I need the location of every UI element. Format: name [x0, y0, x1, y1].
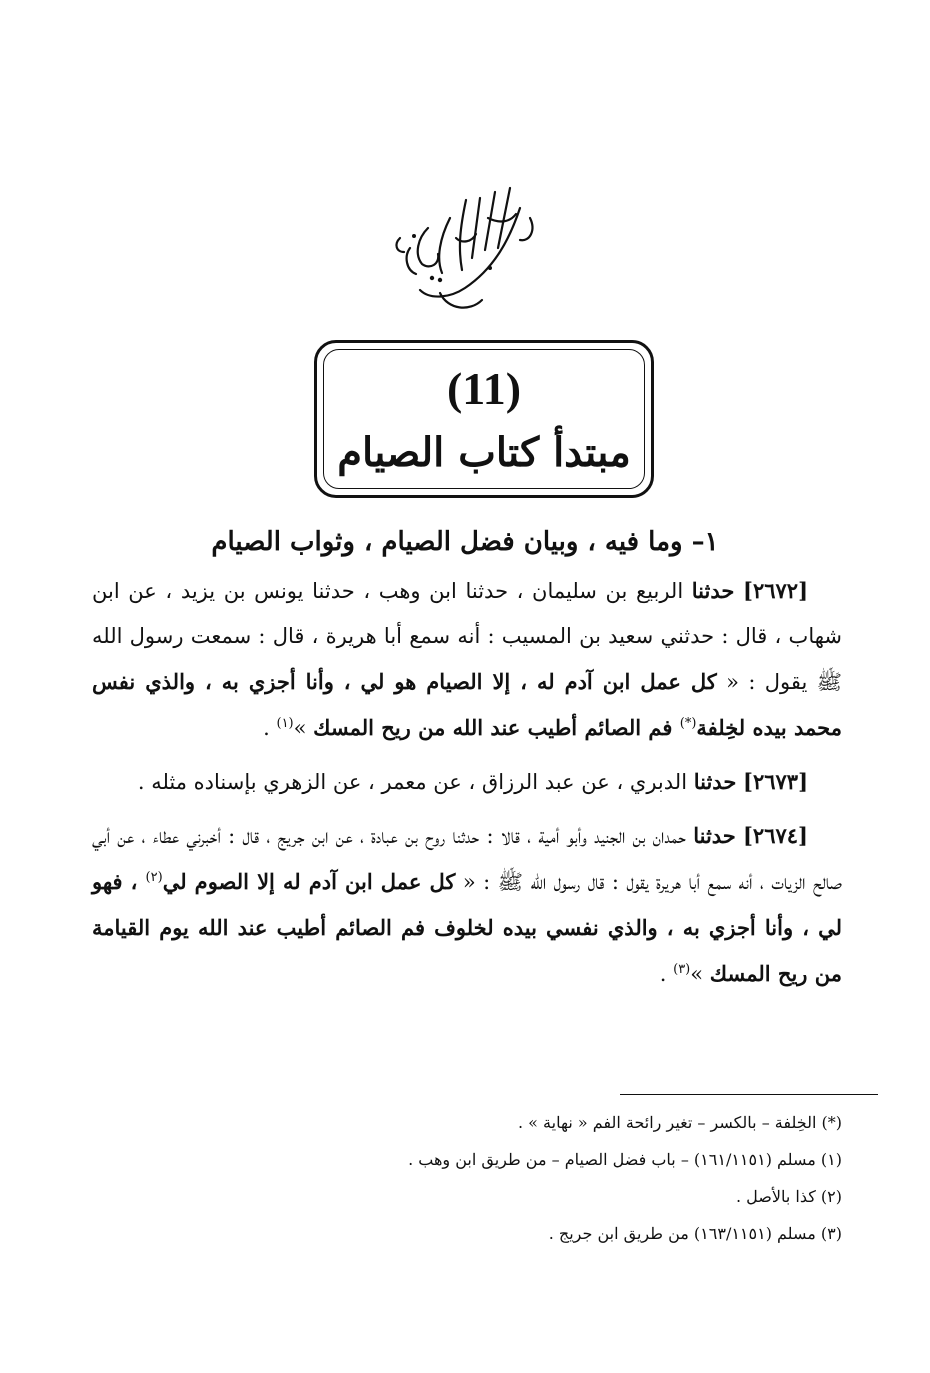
sentence-end: .: [263, 716, 277, 740]
hadith-number: [٢٦٧٣]: [743, 769, 808, 794]
footnote: (*) الخِلفة – بالكسر – تغير رائحة الفم « نهاية » .: [517, 1113, 842, 1132]
hadith-text: حمدان بن الجنيد وأبو أمية ، قالا : حدثنا روح بن عبادة ، عن ابن جريج ، قال : أخبرني عطاء ، عن أبي صالح الزيات ، أنه سمع أبا هريرة يقول : قال رسول الله ﷺ : «: [92, 824, 843, 894]
footnotes: [92, 1104, 842, 1252]
chapter-title-frame: [314, 340, 654, 498]
hadith-number: [٢٦٧٢]: [743, 578, 808, 603]
footnote-divider: [620, 1094, 878, 1095]
quote-close: »: [293, 716, 314, 740]
hadith-paragraph: [92, 568, 842, 751]
section-heading: ١– وما فيه ، وبيان فضل الصيام ، وثواب الصيام: [211, 527, 719, 557]
hadith-text: الدبري ، عن عبد الرزاق ، عن معمر ، عن الزهري بإسناده مثله .: [137, 770, 694, 794]
chapter-title: مبتدأ كتاب الصيام: [337, 429, 631, 476]
footnote-marker: (*): [679, 716, 697, 731]
hadith-keyword: حدثنا: [693, 823, 736, 848]
footnote-marker: (٣): [673, 962, 691, 977]
hadith-quote: كل عمل ابن آدم له إلا الصوم لي: [162, 869, 456, 894]
main-text: [92, 568, 842, 1005]
hadith-quote: كل عمل ابن آدم له ، إلا الصيام هو لي ، وأنا أجزي به ، والذي نفس محمد بيده لخِلفة: [92, 669, 842, 740]
basmala-calligraphy: [370, 178, 550, 318]
footnote: (٣) مسلم (١٦٣/١١٥١) من طريق ابن جريج .: [548, 1224, 842, 1243]
hadith-quote-continued: فم الصائم أطيب عند الله من ريح المسك: [313, 715, 680, 740]
hadith-text: الربيع بن سليمان ، حدثنا ابن وهب ، حدثنا يونس بن يزيد ، عن ابن شهاب ، قال : حدثني سعيد بن المسيب : أنه سمع أبا هريرة ، قال : سمعت رسول الله ﷺ يقول : «: [92, 579, 842, 694]
footnote: (١) مسلم (١٦١/١١٥١) – باب فضل الصيام – من طريق ابن وهب .: [408, 1150, 842, 1169]
hadith-paragraph: [92, 813, 842, 997]
hadith-keyword: حدثنا: [693, 769, 737, 794]
quote-close: »: [690, 962, 710, 986]
hadith-number: [٢٦٧٤]: [742, 823, 808, 848]
hadith-keyword: حدثنا: [691, 578, 735, 603]
chapter-title-frame-inner: [323, 349, 645, 489]
hadith-paragraph: [92, 759, 842, 805]
footnote-marker: (٢): [145, 870, 163, 885]
hadith-quote-continued: ، فهو لي ، وأنا أجزي به ، والذي نفسي بيده لخلوف فم الصائم أطيب عند الله يوم القيامة من ريح المسك: [92, 869, 842, 986]
chapter-number: (11): [446, 363, 522, 414]
footnote-marker: (١): [276, 716, 294, 731]
sentence-end: .: [659, 962, 674, 986]
basmala-calligraphy-icon: [370, 178, 550, 318]
footnote: (٢) كذا بالأصل .: [735, 1187, 842, 1206]
